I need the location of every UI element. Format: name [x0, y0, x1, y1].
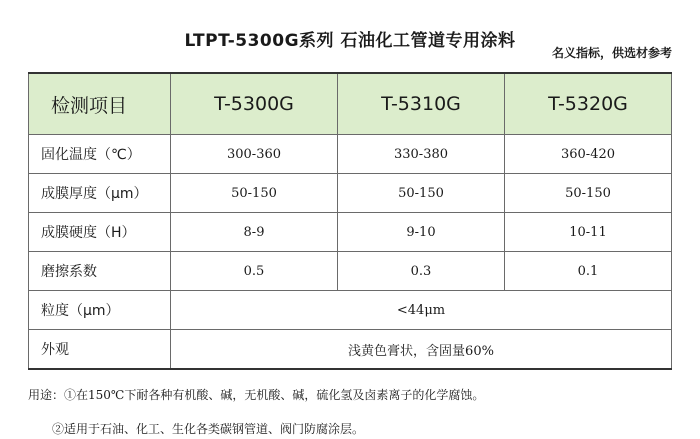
- table-cell-merged: <44μm: [171, 291, 672, 330]
- table-cell: 360-420: [505, 135, 672, 174]
- table-cell: 10-11: [505, 213, 672, 252]
- table-row: [29, 135, 672, 174]
- table-cell: 330-380: [338, 135, 505, 174]
- reference-note: 名义指标，供选材参考: [551, 46, 672, 60]
- table-cell-merged: 浅黄色膏状，含固量60%: [171, 330, 672, 370]
- table-cell: 8-9: [171, 213, 338, 252]
- table-row: [29, 174, 672, 213]
- table-cell: 0.1: [505, 252, 672, 291]
- row-label-particle-size: 粒度（μm）: [29, 291, 171, 330]
- table-cell: 300-360: [171, 135, 338, 174]
- table-row: [29, 252, 672, 291]
- header-t5310g: T-5310G: [338, 73, 505, 135]
- row-label-friction-coefficient: 磨擦系数: [29, 252, 171, 291]
- table-row: [29, 330, 672, 370]
- table-cell: 50-150: [171, 174, 338, 213]
- table-row: [29, 213, 672, 252]
- spec-table: [28, 72, 672, 370]
- usage-line-1: 用途：①在150℃下耐各种有机酸、碱，无机酸、碱，硫化氢及卤素离子的化学腐蚀。: [28, 388, 485, 402]
- document-title: LTPT-5300G系列 石油化工管道专用涂料: [184, 31, 516, 51]
- header-test-item: 检测项目: [29, 73, 171, 135]
- header-t5300g: T-5300G: [171, 73, 338, 135]
- row-label-curing-temp: 固化温度（℃）: [29, 135, 171, 174]
- usage-line-2: ②适用于石油、化工、生化各类碳钢管道、阀门防腐涂层。: [52, 422, 365, 436]
- table-cell: 0.5: [171, 252, 338, 291]
- table-header-row: [29, 73, 672, 135]
- table-cell: 50-150: [338, 174, 505, 213]
- header-t5320g: T-5320G: [505, 73, 672, 135]
- row-label-film-hardness: 成膜硬度（H）: [29, 213, 171, 252]
- table-cell: 0.3: [338, 252, 505, 291]
- row-label-film-thickness: 成膜厚度（μm）: [29, 174, 171, 213]
- table-cell: 50-150: [505, 174, 672, 213]
- table-cell: 9-10: [338, 213, 505, 252]
- row-label-appearance: 外观: [29, 330, 171, 370]
- table-row: [29, 291, 672, 330]
